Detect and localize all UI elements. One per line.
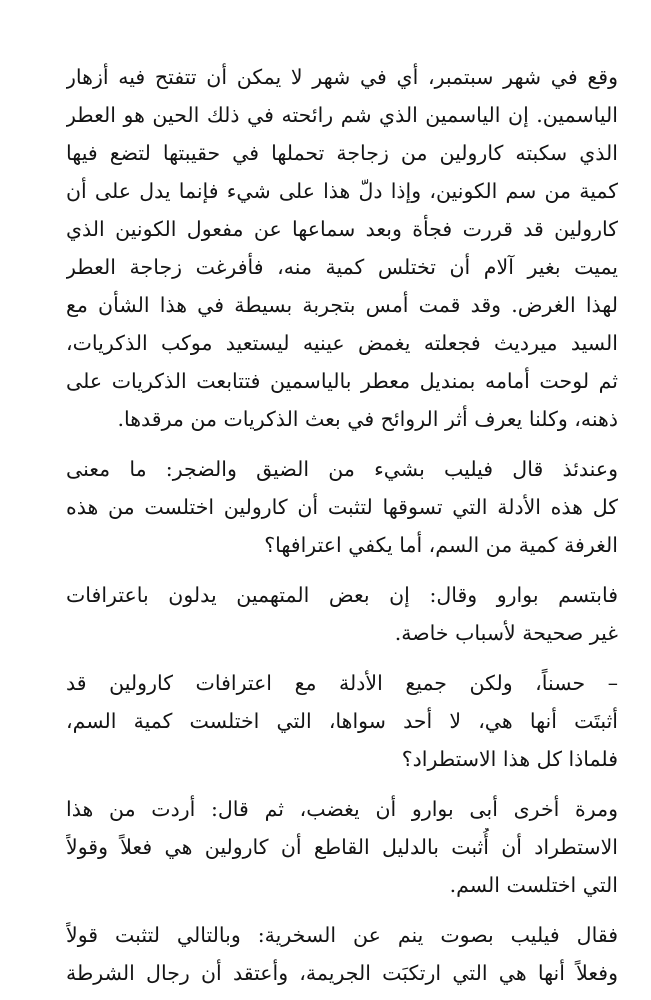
text-line: ثم لوحت أمامه بمنديل معطر بالياسمين فتتابعت الذكريات على — [66, 369, 618, 393]
text-line: يميت بغير آلام أن تختلس كمية منه، فأفرغت زجاجة العطر — [66, 255, 618, 279]
text-line: وقع في شهر سبتمبر، أي في شهر لا يمكن أن تتفتح فيه أزهار — [66, 65, 618, 89]
paragraph-gap — [66, 778, 618, 790]
paragraph-gap — [66, 564, 618, 576]
paragraph-2 — [66, 450, 618, 564]
text-line: الياسمين. إن الياسمين الذي شم رائحته في ذلك الحين هو العطر — [66, 103, 618, 127]
text-line: الذي سكبته كارولين من زجاجة تحملها في حقيبتها لتضع فيها — [66, 141, 618, 165]
text-line: وفعلاً أنها هي التي ارتكبَت الجريمة، وأعتقد أن رجال الشرطة — [66, 961, 618, 985]
paragraph-gap — [66, 438, 618, 450]
paragraph-4 — [66, 664, 618, 778]
text-line: وعندئذ قال فيليب بشيء من الضيق والضجر: ما معنى — [66, 457, 618, 481]
book-page — [66, 58, 618, 992]
text-line: الغرفة كمية من السم، أما يكفي اعترافها؟ — [264, 533, 618, 557]
text-line: فقال فيليب بصوت ينم عن السخرية: وبالتالي لتثبت قولاً — [66, 923, 618, 947]
text-line: – حسناً، ولكن جميع الأدلة مع اعترافات كارولين قد — [66, 671, 618, 695]
text-line: فابتسم بوارو وقال: إن بعض المتهمين يدلون باعترافات — [66, 583, 618, 607]
text-line: غير صحيحة لأسباب خاصة. — [394, 621, 618, 645]
text-line: ومرة أخرى أبى بوارو أن يغضب، ثم قال: أردت من هذا — [66, 797, 618, 821]
text-line: لهذا الغرض. وقد قمت أمس بتجربة بسيطة في هذا الشأن مع — [66, 293, 618, 317]
paragraph-gap — [66, 904, 618, 916]
text-line: كل هذه الأدلة التي تسوقها لتثبت أن كارولين اختلست من هذه — [66, 495, 618, 519]
paragraph-5 — [66, 790, 618, 904]
text-line: الاستطراد أن أُثبت بالدليل القاطع أن كارولين هي فعلاً وقولاً — [66, 835, 618, 859]
paragraph-6 — [66, 916, 618, 992]
text-line: السيد ميرديث فجعلته يغمض عينيه ليستعيد موكب الذكريات، — [66, 331, 618, 355]
text-line: فلماذا كل هذا الاستطراد؟ — [401, 747, 618, 771]
paragraph-gap — [66, 652, 618, 664]
paragraph-3 — [66, 576, 618, 652]
text-line: كارولين قد قررت فجأة وبعد سماعها عن مفعول الكونين الذي — [66, 217, 618, 241]
paragraph-1 — [66, 58, 618, 438]
text-line: ذهنه، وكلنا يعرف أثر الروائح في بعث الذكريات من مرقدها. — [117, 407, 618, 431]
text-line: أثبتَت أنها هي، لا أحد سواها، التي اختلست كمية السم، — [66, 709, 618, 733]
text-line: التي اختلست السم. — [449, 873, 618, 897]
text-line: كمية من سم الكونين، وإذا دلّ هذا على شيء فإنما يدل على أن — [66, 179, 618, 203]
